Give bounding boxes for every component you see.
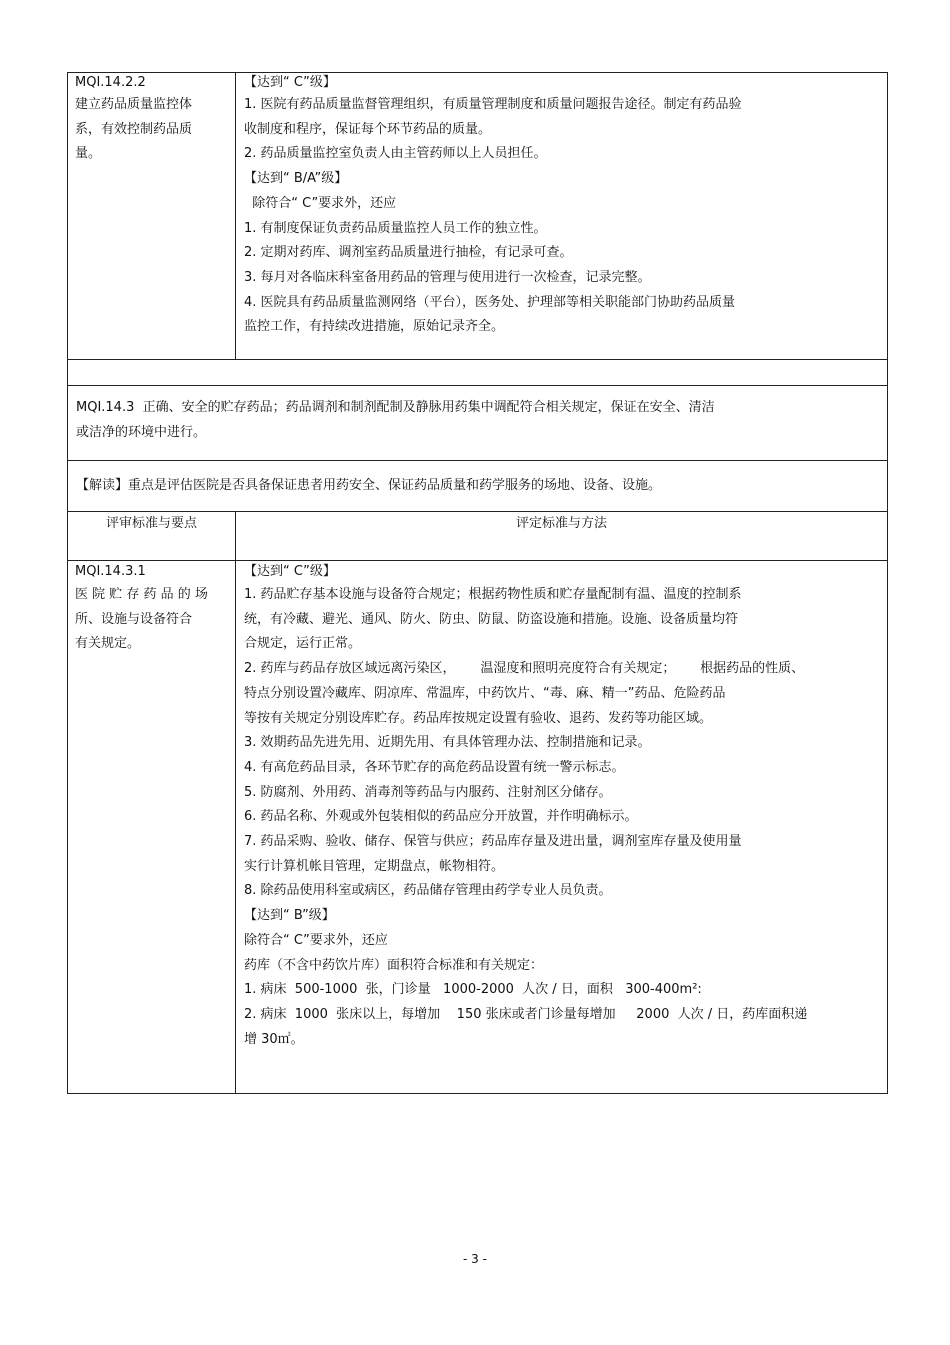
standard-statement-cell [68, 386, 888, 461]
grade-heading: 【达到“ C”级】 [244, 564, 336, 579]
text-line: 4. 有高危药品目录，各环节贮存的高危药品设置有统一警示标志。 [244, 759, 625, 775]
text-line: 1. 病床 500-1000 张，门诊量 1000-2000 人次 / 日，面积 300-400m²: [244, 982, 702, 998]
text-line: 统，有冷藏、避光、通风、防火、防虫、防鼠、防盗设施和措施。设施、设备质量均符 [244, 611, 739, 627]
standard-point-cell [68, 561, 236, 1094]
text-line: 1. 药品贮存基本设施与设备符合规定；根据药物性质和贮存量配制有温、温度的控制系 [244, 587, 742, 602]
page-number: - 3 - [463, 1252, 487, 1266]
standards-table [67, 72, 888, 1094]
table-row [68, 386, 888, 461]
column-header-right: 评定标准与方法 [236, 512, 888, 561]
text-line: 3. 效期药品先进先用、近期先用、有具体管理办法、控制措施和记录。 [244, 735, 651, 751]
table-header-row [68, 512, 888, 561]
text-line: 除符合“ C”要求外，还应 [244, 932, 388, 948]
text-line: 4. 医院具有药品质量监测网络（平台），医务处、护理部等相关职能部门协助药品质量 [244, 294, 736, 310]
text-line: 收制度和程序，保证每个环节药品的质量。 [244, 121, 492, 137]
text-line: 6. 药品名称、外观或外包装相似的药品应分开放置，并作明确标示。 [244, 809, 638, 825]
standard-desc-line: 系，有效控制药品质 [75, 121, 193, 137]
text-line: 1. 医院有药品质量监督管理组织，有质量管理制度和质量问题报告途径。制定有药品验 [244, 97, 742, 112]
text-line: 7. 药品采购、验收、储存、保管与供应；药品库存量及进出量，调剂室库存量及使用量 [244, 834, 742, 850]
text-line: 8. 除药品使用科室或病区，药品储存管理由药学专业人员负责。 [244, 883, 612, 899]
text-line: 2. 病床 1000 张床以上，每增加 150 张床或者门诊量每增加 2000 人次 / 日，药库面积递 [244, 1006, 808, 1022]
text-line: 实行计算机帐目管理，定期盘点，帐物相符。 [244, 858, 505, 874]
grade-heading: 【达到“ B”级】 [244, 908, 335, 924]
standard-desc-line: 所、设施与设备符合 [75, 611, 193, 627]
standard-desc-line: 医 院 贮 存 药 品 的 场 [75, 587, 208, 602]
standard-desc-line: 量。 [75, 146, 102, 162]
grade-heading: 【达到“ B/A”级】 [244, 171, 348, 187]
text-line: 合规定，运行正常。 [244, 636, 362, 652]
table-row [68, 360, 888, 386]
standard-code: MQI.14.3.1 [75, 564, 146, 579]
standard-statement-line: 或洁净的环境中进行。 [76, 424, 207, 440]
text-line: 监控工作，有持续改进措施，原始记录齐全。 [244, 319, 505, 335]
text-line: 除符合“ C”要求外，还应 [244, 195, 397, 211]
column-header-left: 评审标准与要点 [68, 512, 236, 561]
interpretation-cell [68, 461, 888, 512]
evaluation-method-cell [236, 561, 888, 1094]
text-line: 1. 有制度保证负责药品质量监控人员工作的独立性。 [244, 220, 547, 236]
standard-statement-line: MQI.14.3 正确、安全的贮存药品；药品调剂和制剂配制及静脉用药集中调配符合相关规定，保证在安全、清洁 [76, 400, 715, 415]
empty-row [68, 360, 888, 386]
standard-desc-line: 建立药品质量监控体 [75, 97, 193, 112]
text-line: 2. 药库与药品存放区域远离污染区， 温湿度和照明亮度符合有关规定； 根据药品的性质、 [244, 661, 805, 677]
text-line: 3. 每月对各临床科室备用药品的管理与使用进行一次检查，记录完整。 [244, 269, 651, 285]
interpretation-text: 【解读】重点是评估医院是否具备保证患者用药安全、保证药品质量和药学服务的场地、设备、设施。 [76, 477, 662, 493]
text-line: 等按有关规定分别设库贮存。药品库按规定设置有验收、退药、发药等功能区域。 [244, 710, 713, 726]
grade-heading: 【达到“ C”级】 [244, 75, 336, 90]
table-row [68, 461, 888, 512]
text-line: 特点分别设置冷藏库、阴凉库、常温库，中药饮片、“毒、麻、精一”药品、危险药品 [244, 685, 726, 701]
evaluation-method-cell [236, 73, 888, 360]
table-row [68, 73, 888, 360]
text-line: 5. 防腐剂、外用药、消毒剂等药品与内服药、注射剂区分储存。 [244, 784, 612, 800]
text-line: 增 30㎡。 [244, 1031, 304, 1047]
standard-desc-line: 有关规定。 [75, 636, 141, 652]
standard-point-cell [68, 73, 236, 360]
table-row [68, 561, 888, 1094]
text-line: 2. 定期对药库、调剂室药品质量进行抽检，有记录可查。 [244, 245, 573, 261]
standard-code: MQI.14.2.2 [75, 75, 146, 90]
text-line: 药库（不含中药饮片库）面积符合标准和有关规定： [244, 957, 544, 973]
text-line: 2. 药品质量监控室负责人由主管药师以上人员担任。 [244, 146, 547, 162]
